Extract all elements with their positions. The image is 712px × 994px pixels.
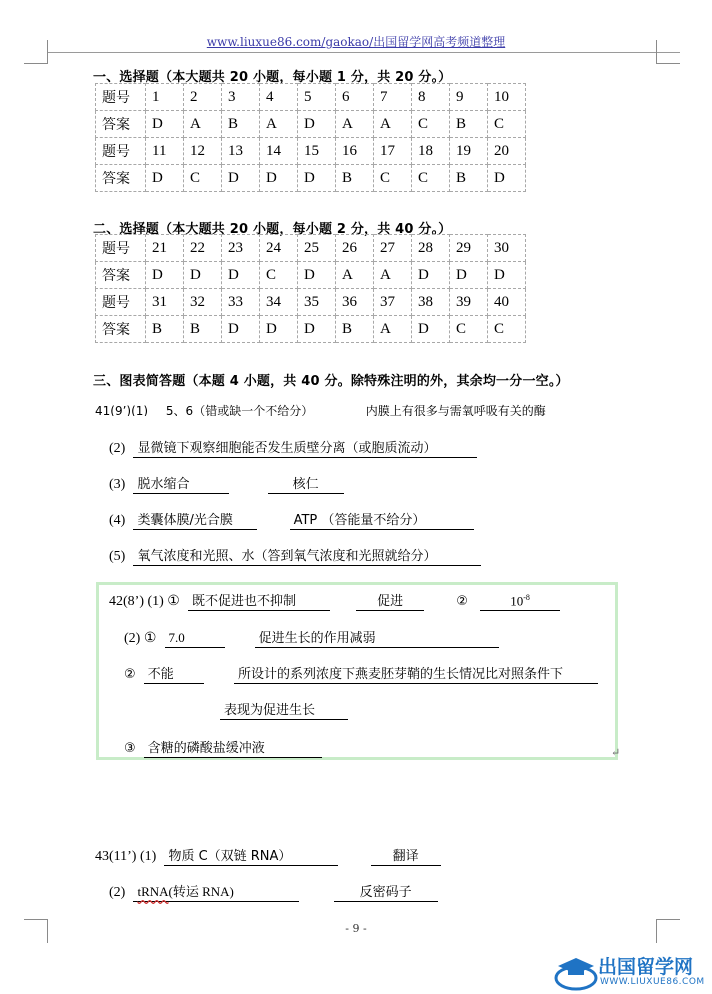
table-cell: 17 [374, 138, 412, 165]
q42-5-answer: 含糖的磷酸盐缓冲液 [144, 737, 322, 758]
q42-line3 [124, 663, 598, 684]
table-cell: C [488, 111, 526, 138]
table-cell: 15 [298, 138, 336, 165]
q41-3-number: (3) [109, 477, 126, 492]
table-row [96, 316, 526, 343]
page-number: - 9 - [345, 922, 367, 935]
crop-mark-bl-h [24, 919, 48, 920]
logo-text-cn: 出国留学网 [598, 956, 694, 978]
q42-2-answer-b: 促进生长的作用减弱 [255, 627, 499, 648]
q41-4-answer-b: ATP （答能量不给分） [290, 509, 474, 530]
section2-answer-table [95, 234, 526, 343]
q42-1-answer-c-exponent: -8 [523, 592, 530, 602]
q43-2-answer-a-term: tRNA [137, 884, 169, 899]
table-cell: 3 [222, 84, 260, 111]
q42-3-answer-a: 不能 [144, 663, 204, 684]
table-row-label: 题号 [96, 289, 146, 316]
table-cell: D [222, 165, 260, 192]
table-cell: 8 [412, 84, 450, 111]
q43-2-number: (2) [109, 885, 126, 900]
table-cell: 36 [336, 289, 374, 316]
q41-2-answer: 显微镜下观察细胞能否发生质壁分离（或胞质流动） [133, 437, 477, 458]
q43-1-answer-a: 物质 C（双链 RNA） [164, 845, 338, 866]
table-cell: A [336, 262, 374, 289]
table-cell: D [146, 262, 184, 289]
table-row [96, 289, 526, 316]
table-cell: 27 [374, 235, 412, 262]
q41-5-number: (5) [109, 549, 126, 564]
table-cell: 21 [146, 235, 184, 262]
q42-line1 [109, 590, 560, 611]
q41-1-answer-a: 5、6（错或缺一个不给分） [162, 402, 340, 416]
q41-line5 [109, 545, 481, 566]
crop-mark-br-h [656, 919, 680, 920]
q41-1-answer-b: 内膜上有很多与需氧呼吸有关的酶 [362, 402, 646, 416]
q42-1-answer-c [480, 593, 560, 611]
table-cell: A [336, 111, 374, 138]
table-cell: B [222, 111, 260, 138]
table-row-label: 题号 [96, 235, 146, 262]
table-row [96, 165, 526, 192]
header-url[interactable]: www.liuxue86.com/gaokao/出国留学网高考频道整理 [206, 35, 506, 49]
q41-prefix: 41(9’)(1) [95, 404, 149, 416]
q42-3-answer-b-continued: 表现为促进生长 [220, 699, 348, 720]
section1-title: 一、选择题（本大题共 20 小题，每小题 1 分，共 20 分。） [93, 70, 452, 85]
table-cell: D [222, 316, 260, 343]
q42-1-answer-c-base: 10 [510, 593, 524, 608]
q43-1-answer-b: 翻译 [371, 845, 441, 866]
table-cell: B [336, 316, 374, 343]
table-row [96, 138, 526, 165]
q42-1-answer-b: 促进 [356, 590, 424, 611]
table-cell: 28 [412, 235, 450, 262]
table-cell: 38 [412, 289, 450, 316]
section1-answer-table [95, 83, 526, 192]
table-cell: 31 [146, 289, 184, 316]
table-cell: B [450, 165, 488, 192]
q43-2-answer-b: 反密码子 [334, 881, 438, 902]
q42-line4 [220, 699, 348, 720]
table-cell: D [488, 165, 526, 192]
table-cell: 23 [222, 235, 260, 262]
table-row-label: 答案 [96, 316, 146, 343]
table-cell: 10 [488, 84, 526, 111]
table-row-label: 答案 [96, 111, 146, 138]
table-cell: C [412, 111, 450, 138]
table-cell: C [450, 316, 488, 343]
q41-line4 [109, 509, 474, 530]
table-cell: 24 [260, 235, 298, 262]
table-cell: C [412, 165, 450, 192]
section3-title: 三、图表简答题（本题 4 小题，共 40 分。除特殊注明的外，其余均一分一空。） [93, 374, 569, 389]
table-cell: B [450, 111, 488, 138]
table-cell: A [374, 111, 412, 138]
crop-mark-tr-h [656, 63, 680, 64]
table-cell: 39 [450, 289, 488, 316]
q42-prefix: 42(8’) (1) ① [109, 594, 180, 609]
table-cell: B [336, 165, 374, 192]
q43-2-answer-a-rest: (转运 RNA) [168, 884, 234, 899]
q42-line5 [124, 737, 322, 758]
table-cell: D [222, 262, 260, 289]
table-cell: D [260, 165, 298, 192]
table-cell: C [488, 316, 526, 343]
q43-prefix: 43(11’) (1) [95, 849, 157, 864]
q43-line1 [95, 845, 441, 866]
table-cell: D [412, 316, 450, 343]
table-cell: 9 [450, 84, 488, 111]
crop-mark-tr-v [656, 40, 657, 64]
table-cell: D [298, 111, 336, 138]
table-cell: A [374, 316, 412, 343]
q41-5-answer: 氧气浓度和光照、水（答到氧气浓度和光照就给分） [133, 545, 481, 566]
table-row [96, 262, 526, 289]
table-cell: C [184, 165, 222, 192]
graduation-cap-icon [554, 952, 598, 992]
table-row-label: 题号 [96, 138, 146, 165]
table-cell: D [260, 316, 298, 343]
q42-2-answer-a: 7.0 [165, 630, 225, 648]
section2-title: 二、选择题（本大题共 20 小题，每小题 2 分，共 40 分。） [93, 222, 452, 237]
table-cell: 2 [184, 84, 222, 111]
table-cell: D [184, 262, 222, 289]
table-cell: D [488, 262, 526, 289]
table-cell: 6 [336, 84, 374, 111]
q42-line2 [124, 627, 499, 648]
table-row [96, 235, 526, 262]
table-row-label: 答案 [96, 165, 146, 192]
table-cell: 1 [146, 84, 184, 111]
q42-5-mark: ③ [124, 741, 136, 756]
table-cell: D [298, 262, 336, 289]
q41-4-number: (4) [109, 513, 126, 528]
table-cell: 37 [374, 289, 412, 316]
table-cell: 18 [412, 138, 450, 165]
table-cell: 22 [184, 235, 222, 262]
table-cell: D [298, 165, 336, 192]
table-cell: 11 [146, 138, 184, 165]
table-cell: 13 [222, 138, 260, 165]
table-cell: 7 [374, 84, 412, 111]
table-cell: D [298, 316, 336, 343]
q41-3-answer-b: 核仁 [268, 473, 344, 494]
table-cell: 12 [184, 138, 222, 165]
q43-2-answer-a [133, 881, 299, 902]
crop-mark-tl-h [24, 63, 48, 64]
table-cell: A [374, 262, 412, 289]
q42-3-answer-b: 所设计的系列浓度下燕麦胚芽鞘的生长情况比对照条件下 [234, 663, 598, 684]
table-row [96, 84, 526, 111]
table-cell: 4 [260, 84, 298, 111]
table-cell: 33 [222, 289, 260, 316]
table-cell: C [374, 165, 412, 192]
table-cell: 34 [260, 289, 298, 316]
table-cell: 16 [336, 138, 374, 165]
table-row-label: 答案 [96, 262, 146, 289]
table-row [96, 111, 526, 138]
table-cell: D [450, 262, 488, 289]
paragraph-mark-icon: ↵ [611, 746, 621, 759]
table-cell: 29 [450, 235, 488, 262]
table-cell: D [146, 111, 184, 138]
q41-line3 [109, 473, 344, 494]
table-cell: D [412, 262, 450, 289]
q43-line2 [109, 881, 438, 902]
table-cell: 32 [184, 289, 222, 316]
q41-4-answer-a: 类囊体膜/光合膜 [133, 509, 257, 530]
q42-1-mark-2: ② [456, 594, 468, 609]
table-cell: A [184, 111, 222, 138]
crop-mark-tl-v [47, 40, 48, 64]
table-cell: D [146, 165, 184, 192]
table-cell: 25 [298, 235, 336, 262]
q41-2-number: (2) [109, 441, 126, 456]
q41-line1-clipped [95, 400, 655, 416]
table-cell: C [260, 262, 298, 289]
table-cell: 14 [260, 138, 298, 165]
q41-3-answer-a: 脱水缩合 [133, 473, 229, 494]
table-cell: 26 [336, 235, 374, 262]
table-cell: B [184, 316, 222, 343]
table-cell: 20 [488, 138, 526, 165]
q42-3-mark: ② [124, 667, 136, 682]
table-cell: 35 [298, 289, 336, 316]
logo-text-en: WWW.LIUXUE86.COM [600, 977, 705, 987]
table-cell: A [260, 111, 298, 138]
q42-2-prefix: (2) ① [124, 631, 157, 646]
table-row-label: 题号 [96, 84, 146, 111]
site-logo[interactable] [552, 950, 712, 994]
table-cell: 30 [488, 235, 526, 262]
table-cell: 40 [488, 289, 526, 316]
table-cell: 19 [450, 138, 488, 165]
header-rule [48, 52, 680, 53]
table-cell: 5 [298, 84, 336, 111]
table-cell: B [146, 316, 184, 343]
q41-line2 [109, 437, 477, 458]
q42-1-answer-a: 既不促进也不抑制 [188, 590, 330, 611]
